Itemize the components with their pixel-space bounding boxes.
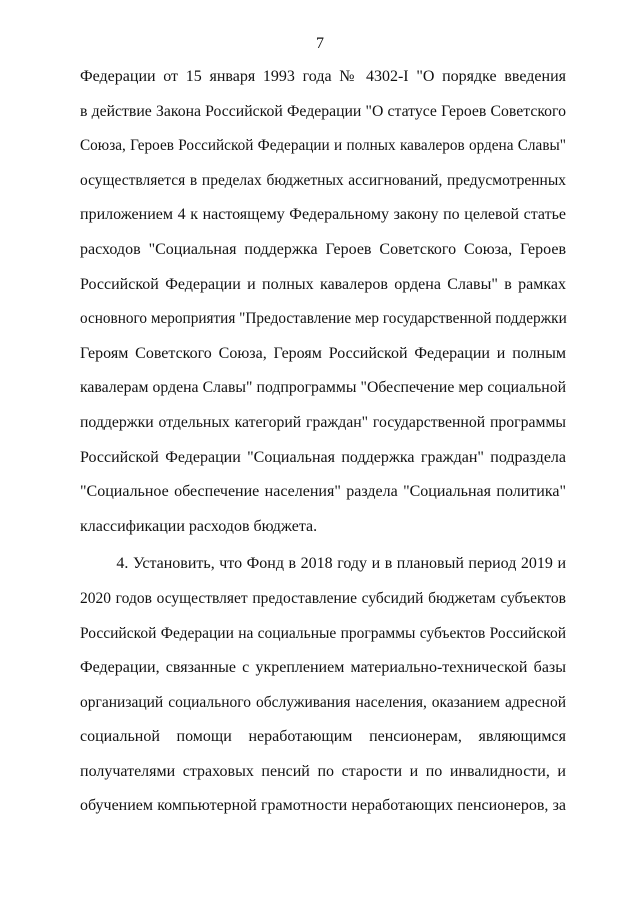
text-line: приложением 4 к настоящему Федеральному закону по целевой статье: [80, 206, 566, 224]
text-line: Российской Федерации и полных кавалеров ордена Славы" в рамках: [80, 275, 566, 293]
text-line: организаций социального обслуживания населения, оказанием адресной: [80, 693, 566, 711]
text-line: 4. Установить, что Фонд в 2018 году и в плановый период 2019 и: [80, 555, 566, 573]
text-line: Федерации, связанные с укреплением материально-технической базы: [80, 659, 566, 677]
text-line: поддержки отдельных категорий граждан" государственной программы: [80, 413, 566, 431]
text-line: Героям Советского Союза, Героям Российской Федерации и полным: [80, 344, 566, 362]
text-line: Союза, Героев Российской Федерации и полных кавалеров ордена Славы": [80, 137, 566, 155]
text-line: Российской Федерации "Социальная поддержка граждан" подраздела: [80, 448, 566, 466]
paragraph-item-4: [80, 547, 566, 824]
text-line: классификации расходов бюджета.: [80, 517, 318, 535]
page-number: 7: [316, 35, 324, 52]
text-line: получателями страховых пенсий по старости и по инвалидности, и: [80, 762, 566, 780]
paragraph-continuation: [80, 60, 566, 544]
text-line: кавалерам ордена Славы" подпрограммы "Обеспечение мер социальной: [80, 379, 566, 397]
text-line: основного мероприятия "Предоставление мер государственной поддержки: [80, 310, 567, 328]
text-line: Федерации от 15 января 1993 года № 4302-I "О порядке введения: [80, 68, 566, 85]
document-body: [80, 60, 566, 824]
text-line: 2020 годов осуществляет предоставление субсидий бюджетам субъектов: [80, 589, 566, 607]
text-line: социальной помощи неработающим пенсионерам, являющимся: [80, 728, 566, 746]
text-line: осуществляется в пределах бюджетных ассигнований, предусмотренных: [80, 171, 566, 189]
text-line: расходов "Социальная поддержка Героев Советского Союза, Героев: [80, 240, 566, 258]
text-line: в действие Закона Российской Федерации "О статусе Героев Советского: [80, 102, 566, 120]
text-line: обучением компьютерной грамотности неработающих пенсионеров, за: [80, 797, 566, 815]
text-line: "Социальное обеспечение населения" раздела "Социальная политика": [80, 483, 566, 501]
text-line: Российской Федерации на социальные программы субъектов Российской: [80, 624, 566, 642]
